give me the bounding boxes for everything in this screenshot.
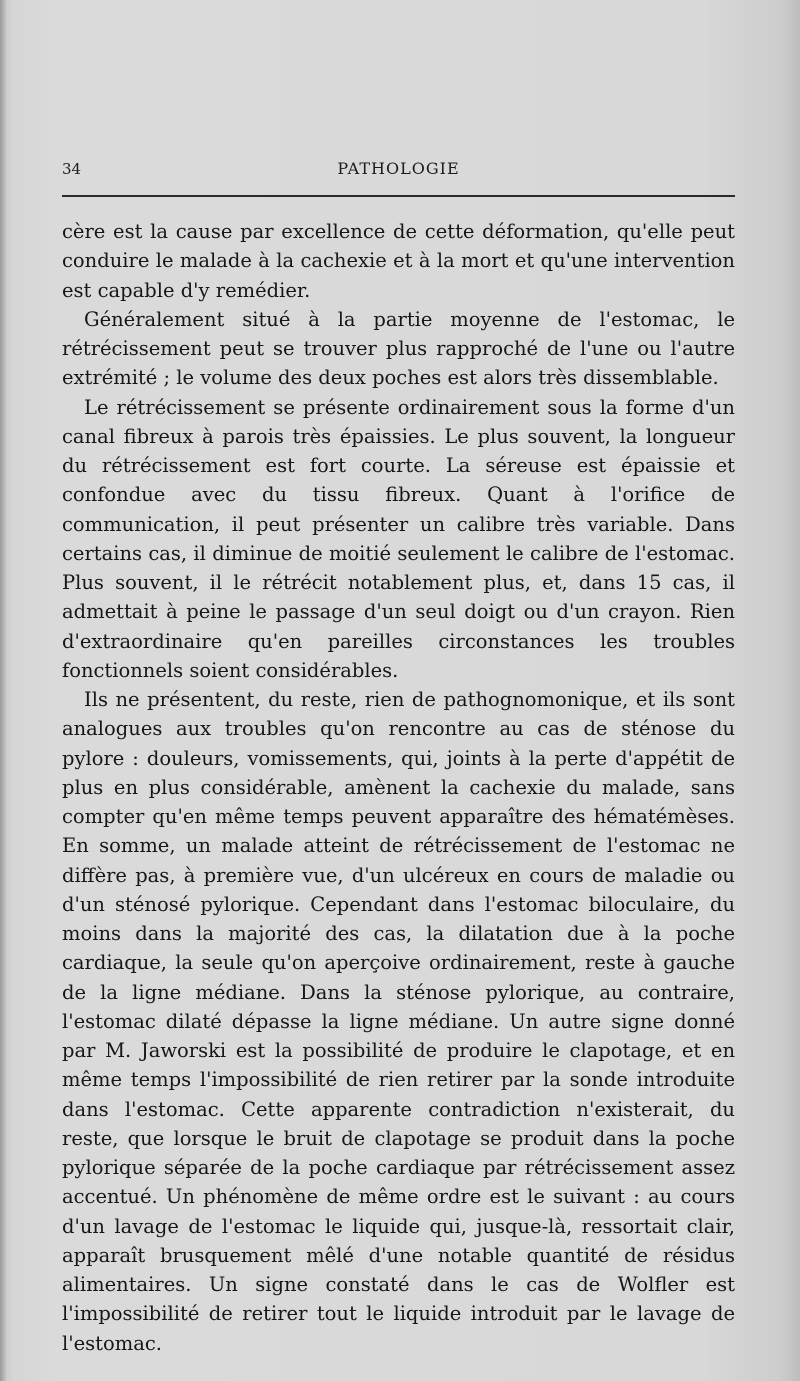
paragraph-1: cère est la cause par excellence de cette déformation, qu'elle peut conduire le malade à la cachexie et à la mort et qu'une intervention est capable d'y remédier. [62, 220, 735, 302]
running-title: PATHOLOGIE [337, 159, 460, 178]
paragraph-2: Généralement situé à la partie moyenne de l'estomac, le rétrécissement peut se trouver plus rapproché de l'une ou l'autre extrémité ; le volume des deux poches est alors très dissemblable. [62, 307, 735, 390]
paragraph-3: Le rétrécissement se présente ordinairement sous la forme d'un canal fibreux à parois très épaissies. Le plus souvent, la longueur du rétrécissement est fort courte. La séreuse est épaissie et confondue avec du tissu fibreux. Quant à l'orifice de communication, il peut présenter un calibre très variable. Dans certains cas, il diminue de moitié seulement le calibre de l'estomac. Plus souvent, il le rétrécit notablement plus, et, dans 15 cas, il admettait à peine le passage d'un seul doigt ou d'un crayon. Rien d'extraordinaire qu'en pareilles circonstances les troubles fonctionnels soient considérables. [62, 395, 735, 682]
body-text [62, 217, 735, 1358]
header-rule [62, 195, 735, 197]
paragraph-4: Ils ne présentent, du reste, rien de pathognomonique, et ils sont analogues aux troubles qu'on rencontre au cas de sténose du pylore : douleurs, vomissements, qui, joints à la perte d'appétit de plus en plus considérable, amènent la cachexie du malade, sans compter qu'en même temps peuvent apparaître des hématémèses. En somme, un malade atteint de rétrécissement de l'estomac ne diffère pas, à première vue, d'un ulcéreux en cours de maladie ou d'un sténosé pylorique. Cependant dans l'estomac biloculaire, du moins dans la majorité des cas, la dilatation due à la poche cardiaque, la seule qu'on aperçoive ordinairement, reste à gauche de la ligne médiane. Dans la sténose pylorique, au contraire, l'estomac dilaté dépasse la ligne médiane. Un autre signe donné par M. Jaworski est la possibilité de produire le clapotage, et en même temps l'impossibilité de rien retirer par la sonde introduite dans l'estomac. Cette apparente contradiction n'existerait, du reste, que lorsque le bruit de clapotage se produit dans la poche pylorique séparée de la poche cardiaque par rétrécissement assez accentué. Un phénomène de même ordre est le suivant : au cours d'un lavage de l'estomac le liquide qui, jusque-là, ressortait clair, apparaît brusquement mêlé d'une notable quantité de résidus alimentaires. Un signe constaté dans le cas de Wolfler est l'impossibilité de retirer tout le liquide introduit par le lavage de l'estomac. [62, 688, 735, 1355]
page-number: 34 [62, 160, 82, 178]
running-head [62, 156, 735, 182]
page-binding-edge [0, 0, 6, 1381]
